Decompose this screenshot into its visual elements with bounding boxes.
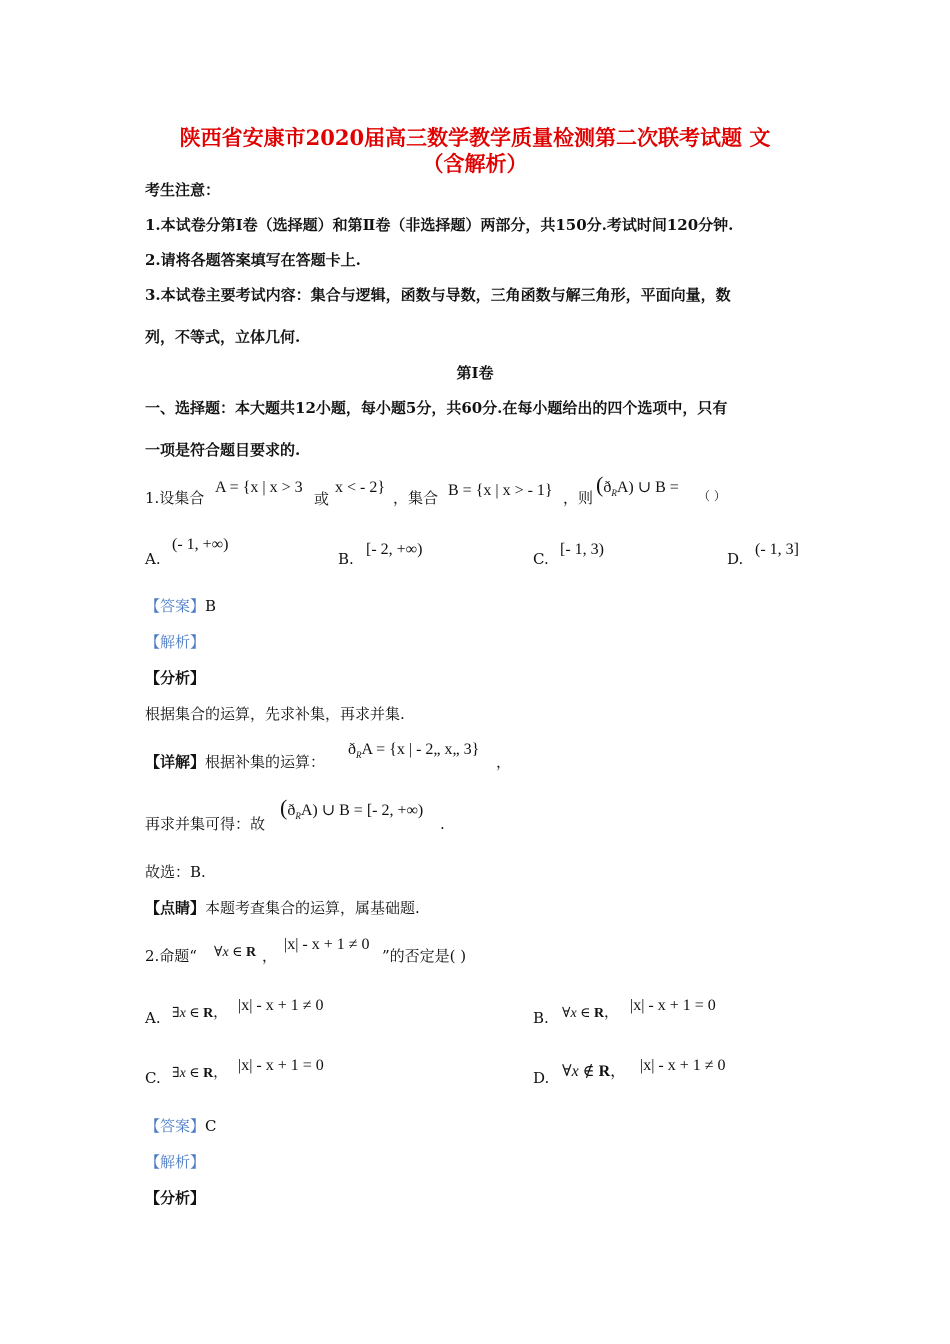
real-set-symbol: R (203, 1006, 214, 1021)
complement-subscript: R (611, 488, 617, 498)
quant-expr: ∀x ∈ (562, 1006, 595, 1021)
comment-text: 本题考查集合的运算，属基础题. (205, 899, 420, 917)
q1-then-word: ，则 (563, 489, 594, 507)
answer-tag: 【答案】 (145, 1117, 206, 1135)
detail-text: 根据补集的运算： (205, 753, 326, 771)
notice-item-3-line1: 3.本试卷主要考试内容：集合与逻辑，函数与导数，三角函数与解三角形，平面向量，数 (145, 286, 731, 304)
complement-symbol: ð (348, 741, 356, 758)
q1-set-a: A = {x | x > 3 (215, 479, 303, 496)
q1-option-c-label: C. (533, 550, 549, 568)
q2-quantifier (214, 943, 256, 963)
q1-option-d-label: D. (727, 550, 744, 568)
q1-answer (145, 596, 216, 616)
union-expr-text: A) ∪ B = [- 2, +∞) (300, 802, 424, 819)
complement-symbol: ð (603, 479, 612, 496)
answer-value: C (205, 1117, 217, 1135)
q2-option-c-label: C. (145, 1069, 161, 1087)
q1-option-d-value: (- 1, 3] (755, 541, 799, 558)
q2-option-d-quant (562, 1062, 626, 1082)
real-set-symbol: R (594, 1006, 605, 1021)
complement-subscript: R (295, 811, 301, 821)
forall-expr: ∀x ∈ (214, 945, 247, 960)
document-title-line2: （含解析） (422, 151, 528, 176)
q2-option-b-expr: |x| - x + 1 = 0 (630, 997, 716, 1014)
notice-heading: 考生注意： (145, 181, 221, 199)
q1-answer-paren: （ ） (698, 489, 726, 503)
section-intro-line2: 一项是符合题目要求的. (145, 441, 301, 459)
q1-option-a-label: A. (145, 550, 161, 568)
q1-fenxi-tag: 【分析】 (145, 669, 206, 687)
q1-set-a-tail: x < - 2} (335, 479, 386, 496)
q1-option-a-value: (- 1, +∞) (172, 536, 229, 553)
q2-prefix: 2.命题“ (145, 947, 197, 965)
q2-option-a-label: A. (145, 1009, 161, 1027)
quant-expr: ∃x ∈ (172, 1006, 204, 1021)
q2-option-c-expr: |x| - x + 1 = 0 (238, 1057, 324, 1074)
q2-analysis-tag: 【解析】 (145, 1153, 206, 1171)
q2-comma: ， (262, 947, 278, 965)
q1-option-b-value: [- 2, +∞) (366, 541, 423, 558)
q1-mid-text: ，集合 (393, 489, 439, 507)
q1-option-c-value: [- 1, 3) (560, 541, 604, 558)
real-set-symbol: R (246, 945, 257, 960)
section-title: 第Ⅰ卷 (456, 364, 494, 382)
q1-detail-expr (348, 740, 479, 765)
comma: ， (610, 1063, 627, 1080)
q1-prefix: 1.设集合 (145, 489, 205, 507)
q1-detail-line (145, 752, 325, 772)
q2-proposition: |x| - x + 1 ≠ 0 (284, 936, 370, 953)
q2-option-b-label: B. (533, 1009, 549, 1027)
q1-comment (145, 898, 420, 918)
q2-option-d-expr: |x| - x + 1 ≠ 0 (640, 1057, 726, 1074)
q2-option-c-quant (172, 1064, 227, 1084)
q1-detail-end: ， (496, 753, 512, 771)
document-title-line1: 陕西省安康市2020届高三数学教学质量检测第二次联考试题 文 (179, 125, 771, 150)
q1-expr-tail: A) ∪ B = (616, 479, 679, 496)
q2-suffix: ”的否定是( ) (382, 947, 467, 965)
q1-union-text: 再求并集可得：故 (145, 815, 266, 833)
q1-choice-text: 故选：B. (145, 863, 206, 881)
notice-item-2: 2.请将各题答案填写在答题卡上. (145, 251, 361, 269)
notice-item-3-line2: 列，不等式，立体几何. (145, 328, 301, 346)
real-set-symbol: R (203, 1066, 214, 1081)
comma: ， (604, 1006, 619, 1021)
answer-value: B (205, 597, 217, 615)
comma: ， (213, 1066, 228, 1081)
real-set-symbol: R (598, 1063, 611, 1080)
notice-item-1: 1.本试卷分第Ⅰ卷（选择题）和第Ⅱ卷（非选择题）两部分，共150分.考试时间120分钟. (145, 216, 734, 234)
quant-expr: ∃x ∈ (172, 1066, 204, 1081)
q2-answer (145, 1116, 217, 1136)
q2-option-a-expr: |x| - x + 1 ≠ 0 (238, 997, 324, 1014)
complement-subscript: R (356, 750, 362, 760)
complement-symbol: ð (287, 802, 296, 819)
q1-analysis-tag: 【解析】 (145, 633, 206, 651)
q2-option-b-quant (562, 1004, 618, 1024)
q1-set-b: B = {x | x > - 1} (448, 482, 553, 499)
comment-tag: 【点睛】 (145, 899, 206, 917)
q1-fenxi-text: 根据集合的运算，先求补集，再求并集. (145, 705, 405, 723)
q1-complement-expr: $(ð_RA)$ ∪ B = (596, 472, 679, 498)
section-intro-line1: 一、选择题：本大题共12小题，每小题5分，共60分.在每小题给出的四个选项中，只有 (145, 399, 728, 417)
q1-union-expr: $(ð_RA)$ ∪ B = [- 2, +∞) (280, 795, 424, 821)
answer-tag: 【答案】 (145, 597, 206, 615)
q1-or-word: 或 (314, 490, 330, 508)
detail-expr-text: A = {x | - 2„ x„ 3} (361, 741, 480, 758)
q1-union-end: . (440, 815, 445, 833)
quant-expr: ∀x ∉ (562, 1063, 599, 1080)
detail-tag: 【详解】 (145, 753, 206, 771)
comma: ， (213, 1006, 228, 1021)
q2-option-a-quant (172, 1004, 227, 1024)
q2-fenxi-tag: 【分析】 (145, 1189, 206, 1207)
q2-option-d-label: D. (533, 1069, 550, 1087)
q1-option-b-label: B. (338, 550, 354, 568)
